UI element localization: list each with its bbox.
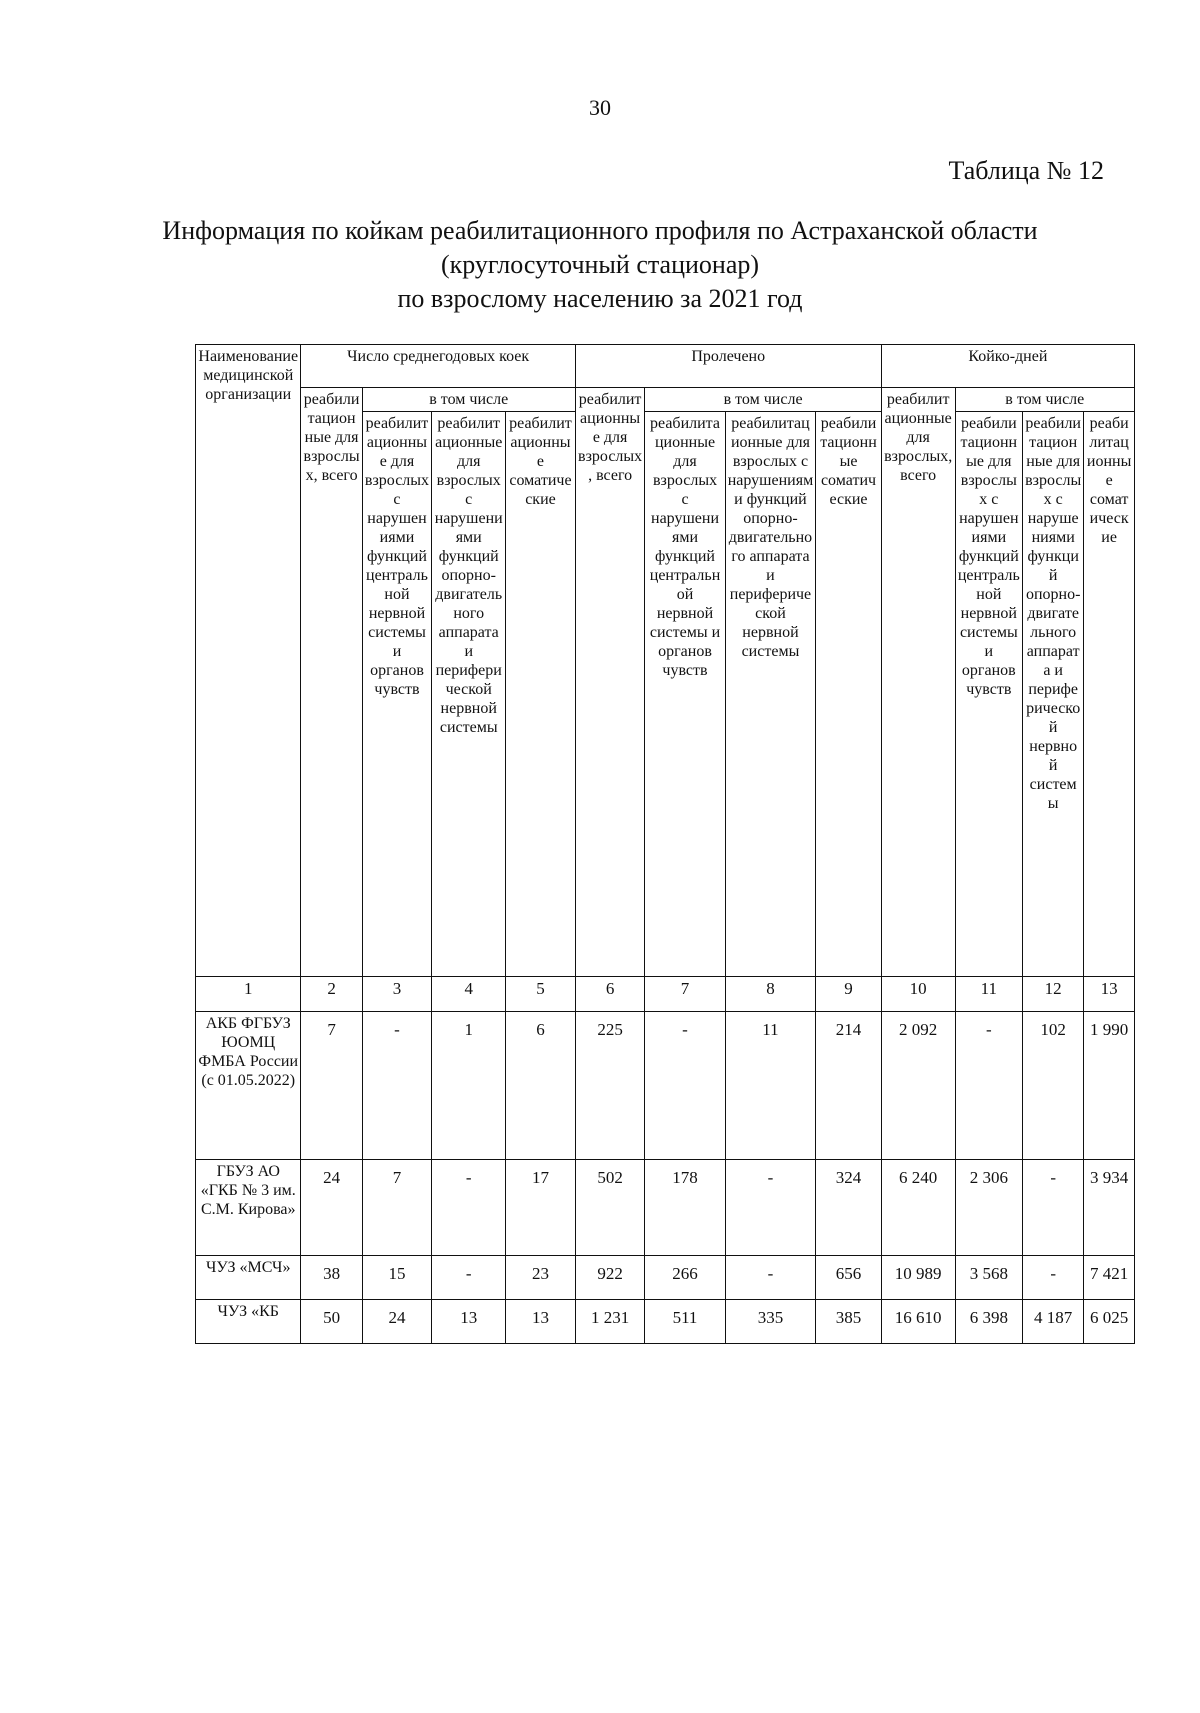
cell: 1 231 [575, 1300, 645, 1344]
beds-table [195, 344, 1135, 1344]
cell: 10 989 [881, 1256, 955, 1300]
col-number: 3 [362, 977, 432, 1012]
cell: - [645, 1012, 725, 1160]
org-name: ЧУЗ «КБ [196, 1300, 301, 1344]
cell: 13 [506, 1300, 576, 1344]
title-line-3: по взрослому населению за 2021 год [397, 284, 803, 313]
cell: 2 306 [955, 1160, 1023, 1256]
header-group-bed-days: Койко-дней [881, 345, 1134, 388]
cell: 24 [362, 1300, 432, 1344]
title-line-1: Информация по койкам реабилитационного профиля по Астраханской области [162, 216, 1038, 245]
org-name: ГБУЗ АО «ГКБ № 3 им. С.М. Кирова» [196, 1160, 301, 1256]
col-number: 5 [506, 977, 576, 1012]
header-beds-total: реабилитационные для взрослых, всего [301, 388, 362, 977]
cell: 225 [575, 1012, 645, 1160]
cell: 324 [816, 1160, 881, 1256]
cell: - [1023, 1256, 1084, 1300]
cell: 11 [725, 1012, 816, 1160]
cell: 2 092 [881, 1012, 955, 1160]
header-group-treated: Пролечено [575, 345, 881, 388]
cell: 38 [301, 1256, 362, 1300]
header-org: Наименование медицинской организации [196, 345, 301, 977]
cell: 6 025 [1084, 1300, 1135, 1344]
col-number: 9 [816, 977, 881, 1012]
cell: 16 610 [881, 1300, 955, 1344]
col-number: 10 [881, 977, 955, 1012]
cell: 502 [575, 1160, 645, 1256]
cell: 335 [725, 1300, 816, 1344]
cell: 385 [816, 1300, 881, 1344]
cell: 13 [432, 1300, 506, 1344]
cell: 1 990 [1084, 1012, 1135, 1160]
col-number: 12 [1023, 977, 1084, 1012]
cell: 17 [506, 1160, 576, 1256]
table-title [0, 214, 1200, 316]
cell: 7 [301, 1012, 362, 1160]
col-number: 2 [301, 977, 362, 1012]
org-name: ЧУЗ «МСЧ» [196, 1256, 301, 1300]
col-number: 1 [196, 977, 301, 1012]
col-number: 11 [955, 977, 1023, 1012]
header-days-incl: в том числе [955, 388, 1134, 412]
cell: 3 568 [955, 1256, 1023, 1300]
cell: - [725, 1160, 816, 1256]
header-days-msk: реабилитационные для взрослых с нарушениями функций опорно-двигательного аппарата и периферической нервной системы [1023, 412, 1084, 977]
header-days-cns: реабилитационные для взрослых с нарушениями функций центральной нервной системы и органов чувств [955, 412, 1023, 977]
col-number: 7 [645, 977, 725, 1012]
table-label: Таблица № 12 [948, 156, 1104, 185]
col-number: 4 [432, 977, 506, 1012]
cell: 6 398 [955, 1300, 1023, 1344]
cell: 3 934 [1084, 1160, 1135, 1256]
org-name: АКБ ФГБУЗ ЮОМЦ ФМБА России (с 01.05.2022) [196, 1012, 301, 1160]
header-days-total: реабилитационные для взрослых, всего [881, 388, 955, 977]
cell: 7 [362, 1160, 432, 1256]
cell: - [1023, 1160, 1084, 1256]
table-row [196, 1256, 1135, 1300]
cell: 4 187 [1023, 1300, 1084, 1344]
cell: 6 [506, 1012, 576, 1160]
cell: 50 [301, 1300, 362, 1344]
col-number: 13 [1084, 977, 1135, 1012]
header-treated-cns: реабилитационные для взрослых с нарушениями функций центральной нервной системы и органов чувств [645, 412, 725, 977]
table-row [196, 1160, 1135, 1256]
table-row [196, 1012, 1135, 1160]
cell: 1 [432, 1012, 506, 1160]
cell: - [725, 1256, 816, 1300]
header-treated-msk: реабилитационные для взрослых с нарушениями функций опорно-двигательного аппарата и периферической нервной системы [725, 412, 816, 977]
cell: - [432, 1256, 506, 1300]
cell: 178 [645, 1160, 725, 1256]
cell: - [955, 1012, 1023, 1160]
cell: 102 [1023, 1012, 1084, 1160]
cell: 7 421 [1084, 1256, 1135, 1300]
col-number: 8 [725, 977, 816, 1012]
page-number: 30 [589, 95, 611, 120]
col-number: 6 [575, 977, 645, 1012]
header-beds-msk: реабилитационные для взрослых с нарушениями функций опорно-двигательного аппарата и периферической нервной системы [432, 412, 506, 977]
header-treated-total: реабилитационные для взрослых, всего [575, 388, 645, 977]
title-line-2: (круглосуточный стационар) [440, 250, 760, 279]
header-treated-incl: в том числе [645, 388, 881, 412]
header-days-som: реабилитационные соматические [1084, 412, 1135, 977]
header-beds-som: реабилитационные соматические [506, 412, 576, 977]
cell: 24 [301, 1160, 362, 1256]
cell: 922 [575, 1256, 645, 1300]
header-beds-incl: в том числе [362, 388, 575, 412]
cell: 656 [816, 1256, 881, 1300]
header-group-beds: Число среднегодовых коек [301, 345, 575, 388]
cell: - [432, 1160, 506, 1256]
header-treated-som: реабилитационные соматические [816, 412, 881, 977]
cell: 6 240 [881, 1160, 955, 1256]
cell: 15 [362, 1256, 432, 1300]
cell: 23 [506, 1256, 576, 1300]
table-row [196, 1300, 1135, 1344]
cell: 266 [645, 1256, 725, 1300]
header-beds-cns: реабилитационные для взрослых с нарушениями функций центральной нервной системы и органов чувств [362, 412, 432, 977]
cell: - [362, 1012, 432, 1160]
column-numbers-row [196, 977, 1135, 1012]
cell: 511 [645, 1300, 725, 1344]
cell: 214 [816, 1012, 881, 1160]
